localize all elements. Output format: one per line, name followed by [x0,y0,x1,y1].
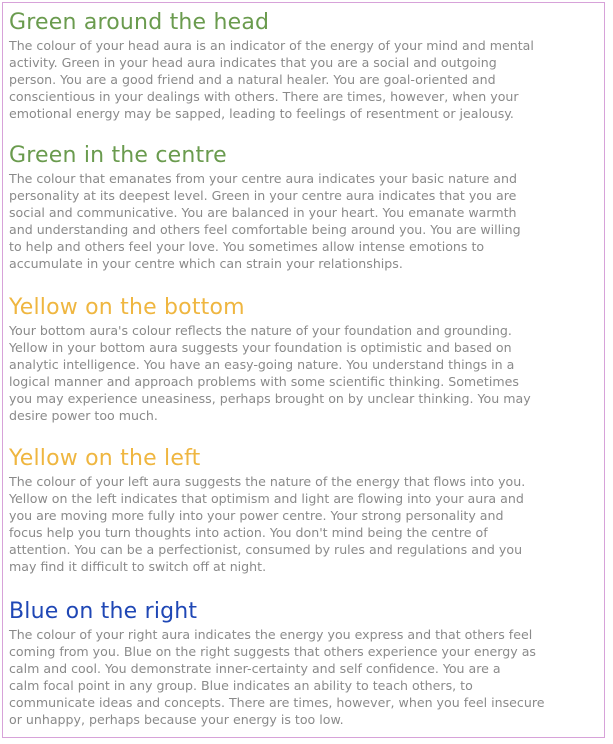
section-blue-right [9,598,599,728]
section-body: The colour that emanates from your centre aura indicates your basic nature and personality at its deepest level. Green in your centre aura indicates that you are social and communicative. You are balanced in your heart. You emanate warmth and understanding and others feel comfortable being around you. You are willing to help and others feel your love. You sometimes allow intense emotions to accumulate in your centre which can strain your relationships. [9,171,521,271]
aura-reading-panel [2,2,605,738]
section-heading: Blue on the right [9,599,198,624]
section-yellow-left [9,445,599,575]
section-body: The colour of your head aura is an indicator of the energy of your mind and mental activity. Green in your head aura indicates that you are a social and outgoing person. You are a good friend and a natural healer. You are goal-oriented and conscientious in your dealings with others. There are times, however, when your emotional energy may be sapped, leading to feelings of resentment or jealousy. [9,38,534,121]
section-heading: Yellow on the bottom [9,295,245,320]
section-body: The colour of your right aura indicates the energy you express and that others feel coming from you. Blue on the right suggests that others experience your energy as calm and cool. You demonstrate inner-certainty and self confidence. You are a calm focal point in any group. Blue indicates an ability to teach others, to communicate ideas and concepts. There are times, however, when you feel insecure or unhappy, perhaps because your energy is too low. [9,627,545,727]
section-body: Your bottom aura's colour reflects the nature of your foundation and grounding. Yellow in your bottom aura suggests your foundation is optimistic and based on analytic intelligence. You have an easy-going nature. You understand things in a logical manner and approach problems with some scientific thinking. Sometimes you may experience uneasiness, perhaps brought on by unclear thinking. You may desire power too much. [9,323,531,423]
section-heading: Yellow on the left [9,446,201,471]
section-heading: Green around the head [9,10,270,35]
section-green-centre [9,142,599,272]
section-body: The colour of your left aura suggests the nature of the energy that flows into you. Yellow on the left indicates that optimism and light are flowing into your aura and you are moving more fully into your power centre. Your strong personality and focus help you turn thoughts into action. You don't mind being the centre of attention. You can be a perfectionist, consumed by rules and regulations and you may find it difficult to switch off at night. [9,474,526,574]
section-green-head [9,9,599,122]
section-heading: Green in the centre [9,143,227,168]
section-yellow-bottom [9,294,599,424]
